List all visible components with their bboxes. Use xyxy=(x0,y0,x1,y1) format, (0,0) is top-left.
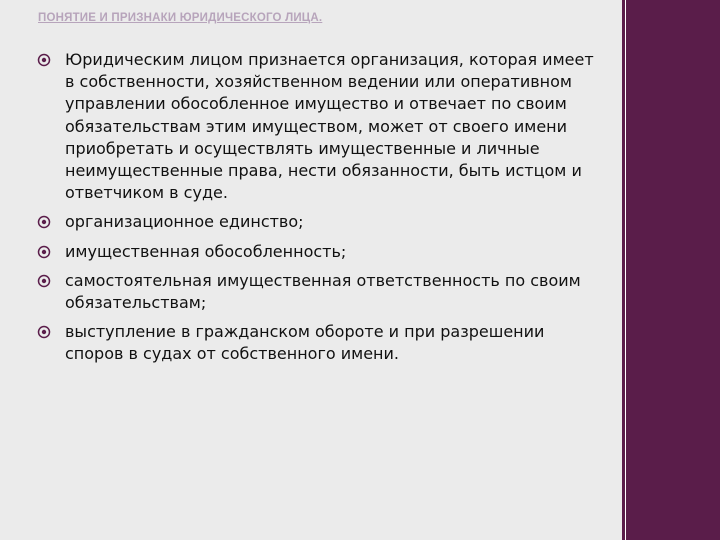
bullet-text: организационное единство; xyxy=(65,212,304,232)
target-circle-icon xyxy=(37,53,51,67)
bullet-list xyxy=(37,49,602,373)
list-item xyxy=(37,270,602,314)
list-item xyxy=(37,241,602,263)
decorative-side-band xyxy=(622,0,720,540)
target-circle-icon xyxy=(37,274,51,288)
target-circle-icon xyxy=(37,215,51,229)
target-circle-icon xyxy=(37,245,51,259)
list-item xyxy=(37,49,602,204)
bullet-text: выступление в гражданском обороте и при разрешении споров в судах от собственного имени. xyxy=(65,322,545,364)
slide-title: ПОНЯТИЕ И ПРИЗНАКИ ЮРИДИЧЕСКОГО ЛИЦА. xyxy=(38,12,323,24)
bullet-text: имущественная обособленность; xyxy=(65,241,347,261)
decorative-divider xyxy=(625,0,626,540)
definition-term: Юридическим лицом xyxy=(65,50,243,69)
target-circle-icon xyxy=(37,325,51,339)
list-item xyxy=(37,321,602,365)
bullet-text: самостоятельная имущественная ответственность по своим обязательствам; xyxy=(65,270,581,313)
list-item xyxy=(37,211,602,233)
definition-text: признается организация, которая имеет в собственности, хозяйственном ведении или оперативном управлении обособленное имущество и отвечает по своим обязательствам этим имуществом, может от своего имени приобретать и осуществлять имущественные и личные неимущественные права, нести обязанности, быть истцом и ответчиком в суде. xyxy=(65,50,594,203)
